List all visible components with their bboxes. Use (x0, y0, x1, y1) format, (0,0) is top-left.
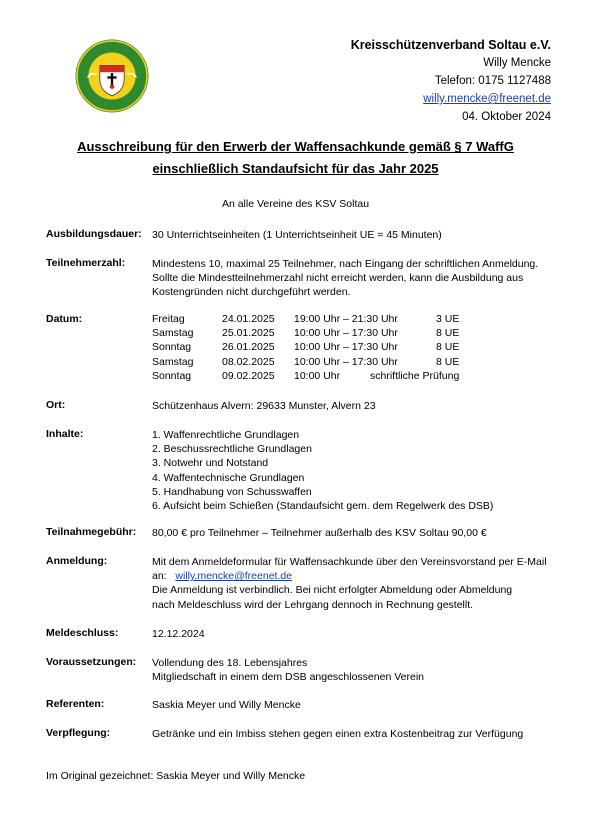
section-value: Schützenhaus Alvern: 29633 Munster, Alvern 23 (152, 400, 376, 412)
schedule-day: Samstag (152, 355, 194, 368)
title-line-1: Ausschreibung für den Erwerb der Waffensachkunde gemäß § 7 WaffG (77, 139, 514, 154)
schedule-ue: 8 UE (436, 327, 460, 340)
text-line: Vollendung des 18. Lebensjahres (152, 657, 308, 669)
section-value (152, 257, 552, 300)
text-line (152, 569, 552, 583)
content-list (152, 428, 552, 513)
organization-name: Kreisschützenverband Soltau e.V. (350, 38, 551, 52)
schedule-time: 10:00 Uhr – 17:30 Uhr (294, 355, 398, 368)
document-title (40, 136, 551, 180)
signature-note: Im Original gezeichnet: Saskia Meyer und Willy Mencke (46, 770, 306, 782)
section-value: Saskia Meyer und Willy Mencke (152, 699, 301, 711)
schedule-day: Sonntag (152, 369, 192, 382)
list-item: 5. Handhabung von Schusswaffen (152, 485, 312, 498)
contact-email-link[interactable]: willy.mencke@freenet.de (423, 93, 551, 105)
section-label: Datum: (46, 313, 83, 325)
section-label: Voraussetzungen: (46, 656, 137, 668)
schedule-time: 10:00 Uhr – 17:30 Uhr (294, 341, 398, 354)
text-line: nach Meldeschluss wird der Lehrgang dennoch in Rechnung gestellt. (152, 598, 474, 611)
schedule-ue: schriftliche Prüfung (370, 369, 460, 382)
section-label: Teilnehmerzahl: (46, 257, 126, 269)
ksv-soltau-logo (74, 38, 150, 114)
section-label: Meldeschluss: (46, 627, 119, 639)
schedule-time: 19:00 Uhr – 21:30 Uhr (294, 313, 398, 325)
list-item: 3. Notwehr und Notstand (152, 457, 269, 470)
registration-email-link[interactable]: willy.mencke@freenet.de (175, 570, 293, 583)
section-value (152, 555, 552, 612)
text-line: Mindestens 10, maximal 25 Teilnehmer, nach Eingang der schriftlichen Anmeldung. (152, 258, 539, 270)
schedule-time: 10:00 Uhr – 17:30 Uhr (294, 327, 398, 340)
schedule-date: 25.01.2025 (222, 327, 275, 340)
section-label: Ausbildungsdauer: (46, 228, 142, 240)
text-line: Sollte die Mindestteilnehmerzahl nicht erreicht werden, kann die Ausbildung aus (152, 272, 524, 285)
text-line: Kostengründen nicht durchgeführt werden. (152, 286, 351, 299)
text-line: Mitgliedschaft in einem dem DSB angeschlossenen Verein (152, 671, 424, 684)
list-item: 4. Waffentechnische Grundlagen (152, 471, 305, 484)
section-value: 12.12.2024 (152, 628, 205, 640)
schedule-ue: 8 UE (436, 355, 460, 368)
schedule-ue: 3 UE (436, 313, 460, 325)
section-label: Teilnahmegebühr: (46, 526, 137, 538)
list-item: 6. Aufsicht beim Schießen (Standaufsicht gem. dem Regelwerk des DSB) (152, 500, 494, 513)
section-label: Verpflegung: (46, 727, 111, 739)
title-line-2: einschließlich Standaufsicht für das Jahr 2025 (152, 161, 439, 176)
schedule-date: 26.01.2025 (222, 341, 275, 354)
section-label: Referenten: (46, 698, 105, 710)
list-item: 2. Beschussrechtliche Grundlagen (152, 443, 312, 456)
schedule-date: 09.02.2025 (222, 369, 275, 382)
an-label: an: (152, 570, 167, 583)
schedule-ue: 8 UE (436, 341, 460, 354)
section-label: Ort: (46, 399, 66, 411)
section-value (152, 656, 552, 684)
list-item: 1. Waffenrechtliche Grundlagen (152, 429, 300, 441)
schedule-time: 10:00 Uhr (294, 369, 341, 382)
text-line: Mit dem Anmeldeformular für Waffensachkunde über den Vereinsvorstand per E-Mail (152, 556, 547, 568)
schedule-day: Sonntag (152, 341, 192, 354)
section-value: Getränke und ein Imbiss stehen gegen einen extra Kostenbeitrag zur Verfügung (152, 728, 524, 740)
greeting: An alle Vereine des KSV Soltau (221, 198, 370, 210)
schedule-date: 08.02.2025 (222, 355, 275, 368)
text-line: Die Anmeldung ist verbindlich. Bei nicht erfolgter Abmeldung oder Abmeldung (152, 584, 513, 597)
contact-phone: Telefon: 0175 1127488 (434, 75, 551, 87)
section-value: 30 Unterrichtseinheiten (1 Unterrichtseinheit UE = 45 Minuten) (152, 229, 442, 241)
contact-name: Willy Mencke (483, 57, 551, 69)
letterhead (351, 36, 551, 126)
schedule-day: Freitag (152, 313, 185, 325)
section-label: Inhalte: (46, 428, 84, 440)
schedule-date: 24.01.2025 (222, 313, 275, 325)
section-value: 80,00 € pro Teilnehmer – Teilnehmer außerhalb des KSV Soltau 90,00 € (152, 527, 487, 539)
schedule-day: Samstag (152, 327, 194, 340)
section-label: Anmeldung: (46, 555, 108, 567)
letter-date: 04. Oktober 2024 (462, 111, 551, 123)
